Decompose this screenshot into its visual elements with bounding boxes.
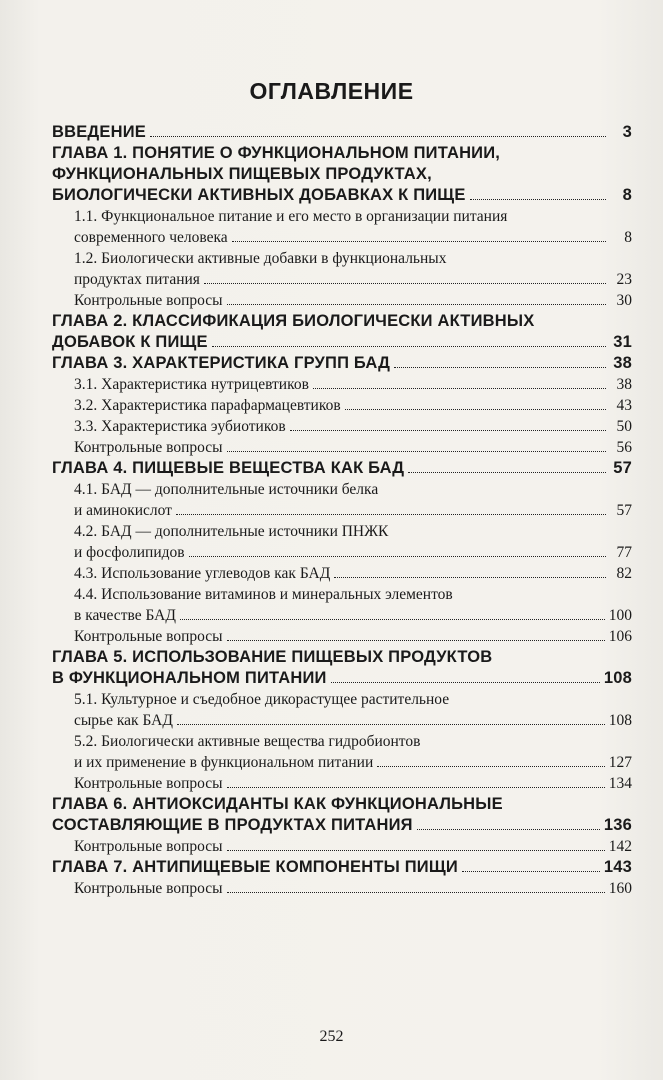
toc-entry-text: Контрольные вопросы (74, 628, 223, 645)
toc-entry-text: 5.1. Культурное и съедобное дикорастущее растительное (74, 691, 450, 708)
dot-leader (189, 542, 606, 557)
toc-chapter-entry (52, 857, 632, 878)
toc-chapter-entry (52, 143, 632, 206)
toc-section-entry (52, 689, 632, 731)
table-of-contents (52, 122, 632, 899)
page-title: ОГЛАВЛЕНИЕ (249, 78, 414, 104)
toc-entry-text: ФУНКЦИОНАЛЬНЫХ ПИЩЕВЫХ ПРОДУКТАХ, (52, 165, 432, 183)
toc-entry-text: продуктах питания (74, 271, 200, 288)
dot-leader (212, 332, 606, 347)
toc-entry-text: в качестве БАД (74, 607, 176, 624)
toc-entry-text: Контрольные вопросы (74, 775, 223, 792)
toc-entry-text: В ФУНКЦИОНАЛЬНОМ ПИТАНИИ (52, 669, 327, 687)
toc-page-number: 136 (603, 816, 632, 834)
dot-leader (462, 857, 600, 872)
toc-page-number: 31 (613, 333, 632, 351)
toc-entry-text: 3.2. Характеристика парафармацевтиков (74, 397, 341, 414)
toc-section-entry (52, 416, 632, 437)
toc-section-entry (52, 479, 632, 521)
toc-entry-text: Контрольные вопросы (74, 880, 223, 897)
toc-section-entry (52, 836, 632, 857)
toc-page-number: 43 (616, 397, 632, 414)
dot-leader (176, 500, 606, 515)
toc-section-entry (52, 626, 632, 647)
dot-leader (227, 290, 606, 305)
toc-section-entry (52, 437, 632, 458)
dot-leader (177, 710, 605, 725)
toc-entry-text: 4.1. БАД — дополнительные источники белка (74, 481, 379, 498)
dot-leader (227, 437, 606, 452)
toc-page-number: 108 (603, 669, 632, 687)
toc-entry-text: 4.3. Использование углеводов как БАД (74, 565, 331, 582)
toc-entry-text: и их применение в функциональном питании (74, 754, 374, 771)
dot-leader (290, 416, 606, 431)
toc-chapter-entry (52, 353, 632, 374)
toc-page-number: 30 (616, 292, 632, 309)
toc-section-entry (52, 731, 632, 773)
toc-entry-text: СОСТАВЛЯЮЩИЕ В ПРОДУКТАХ ПИТАНИЯ (52, 816, 413, 834)
toc-section-entry (52, 248, 632, 290)
toc-section-entry (52, 374, 632, 395)
dot-leader (227, 773, 605, 788)
toc-page-number: 100 (608, 607, 632, 624)
dot-leader (227, 626, 605, 641)
toc-section-entry (52, 584, 632, 626)
toc-section-entry (52, 521, 632, 563)
toc-page-number: 143 (603, 858, 632, 876)
toc-page-number: 108 (608, 712, 632, 729)
toc-entry-text: Контрольные вопросы (74, 292, 223, 309)
toc-section-entry (52, 773, 632, 794)
toc-page-number: 38 (613, 354, 632, 372)
toc-entry-text: ГЛАВА 4. ПИЩЕВЫЕ ВЕЩЕСТВА КАК БАД (52, 459, 405, 477)
toc-chapter-entry (52, 122, 632, 143)
toc-page-number: 142 (608, 838, 632, 855)
toc-section-entry (52, 563, 632, 584)
toc-entry-text: Контрольные вопросы (74, 838, 223, 855)
toc-page-number: 8 (622, 186, 632, 204)
toc-page-number: 77 (616, 544, 632, 561)
toc-page-number: 50 (616, 418, 632, 435)
toc-section-entry (52, 878, 632, 899)
dot-leader (331, 668, 600, 683)
toc-entry-text: Контрольные вопросы (74, 439, 223, 456)
dot-leader (408, 458, 606, 473)
dot-leader (377, 752, 604, 767)
toc-page-number: 57 (613, 459, 632, 477)
toc-entry-text: ГЛАВА 5. ИСПОЛЬЗОВАНИЕ ПИЩЕВЫХ ПРОДУКТОВ (52, 648, 493, 666)
dot-leader (334, 563, 606, 578)
toc-entry-text: сырье как БАД (74, 712, 173, 729)
toc-entry-text: ГЛАВА 3. ХАРАКТЕРИСТИКА ГРУПП БАД (52, 354, 391, 372)
toc-page-number: 82 (616, 565, 632, 582)
toc-entry-text: современного человека (74, 229, 228, 246)
dot-leader (470, 185, 606, 200)
toc-page-number: 56 (616, 439, 632, 456)
toc-entry-text: 5.2. Биологически активные вещества гидробионтов (74, 733, 421, 750)
toc-entry-text: 4.4. Использование витаминов и минеральных элементов (74, 586, 453, 603)
toc-page-number: 57 (616, 502, 632, 519)
toc-entry-text: БИОЛОГИЧЕСКИ АКТИВНЫХ ДОБАВКАХ К ПИЩЕ (52, 186, 466, 204)
dot-leader (394, 353, 606, 368)
toc-page-number: 106 (608, 628, 632, 645)
toc-entry-text: 3.3. Характеристика эубиотиков (74, 418, 286, 435)
toc-section-entry (52, 206, 632, 248)
toc-entry-text: 1.1. Функциональное питание и его место в организации питания (74, 208, 508, 225)
toc-entry-text: 1.2. Биологически активные добавки в функциональных (74, 250, 447, 267)
dot-leader (417, 815, 600, 830)
dot-leader (227, 836, 605, 851)
toc-page-number: 160 (608, 880, 632, 897)
dot-leader (150, 122, 606, 137)
toc-entry-text: ГЛАВА 7. АНТИПИЩЕВЫЕ КОМПОНЕНТЫ ПИЩИ (52, 858, 458, 876)
toc-section-entry (52, 395, 632, 416)
toc-entry-text: ВВЕДЕНИЕ (52, 123, 146, 141)
toc-chapter-entry (52, 458, 632, 479)
dot-leader (345, 395, 606, 410)
toc-page-number: 134 (608, 775, 632, 792)
toc-entry-text: ДОБАВОК К ПИЩЕ (52, 333, 208, 351)
dot-leader (232, 227, 606, 242)
toc-entry-text: ГЛАВА 1. ПОНЯТИЕ О ФУНКЦИОНАЛЬНОМ ПИТАНИИ, (52, 144, 501, 162)
toc-entry-text: и фосфолипидов (74, 544, 185, 561)
toc-page-number: 23 (616, 271, 632, 288)
toc-entry-text: ГЛАВА 2. КЛАССИФИКАЦИЯ БИОЛОГИЧЕСКИ АКТИВНЫХ (52, 312, 535, 330)
toc-page-number: 127 (608, 754, 632, 771)
toc-entry-text: 3.1. Характеристика нутрицевтиков (74, 376, 309, 393)
toc-chapter-entry (52, 794, 632, 836)
toc-chapter-entry (52, 311, 632, 353)
toc-page-number: 38 (616, 376, 632, 393)
toc-entry-text: ГЛАВА 6. АНТИОКСИДАНТЫ КАК ФУНКЦИОНАЛЬНЫЕ (52, 795, 503, 813)
toc-chapter-entry (52, 647, 632, 689)
dot-leader (313, 374, 606, 389)
dot-leader (180, 605, 605, 620)
toc-page-number: 3 (622, 123, 632, 141)
toc-entry-text: и аминокислот (74, 502, 172, 519)
toc-page-number: 8 (624, 229, 632, 246)
toc-entry-text: 4.2. БАД — дополнительные источники ПНЖК (74, 523, 389, 540)
page-number: 252 (319, 1028, 344, 1045)
dot-leader (204, 269, 606, 284)
toc-section-entry (52, 290, 632, 311)
dot-leader (227, 878, 605, 893)
